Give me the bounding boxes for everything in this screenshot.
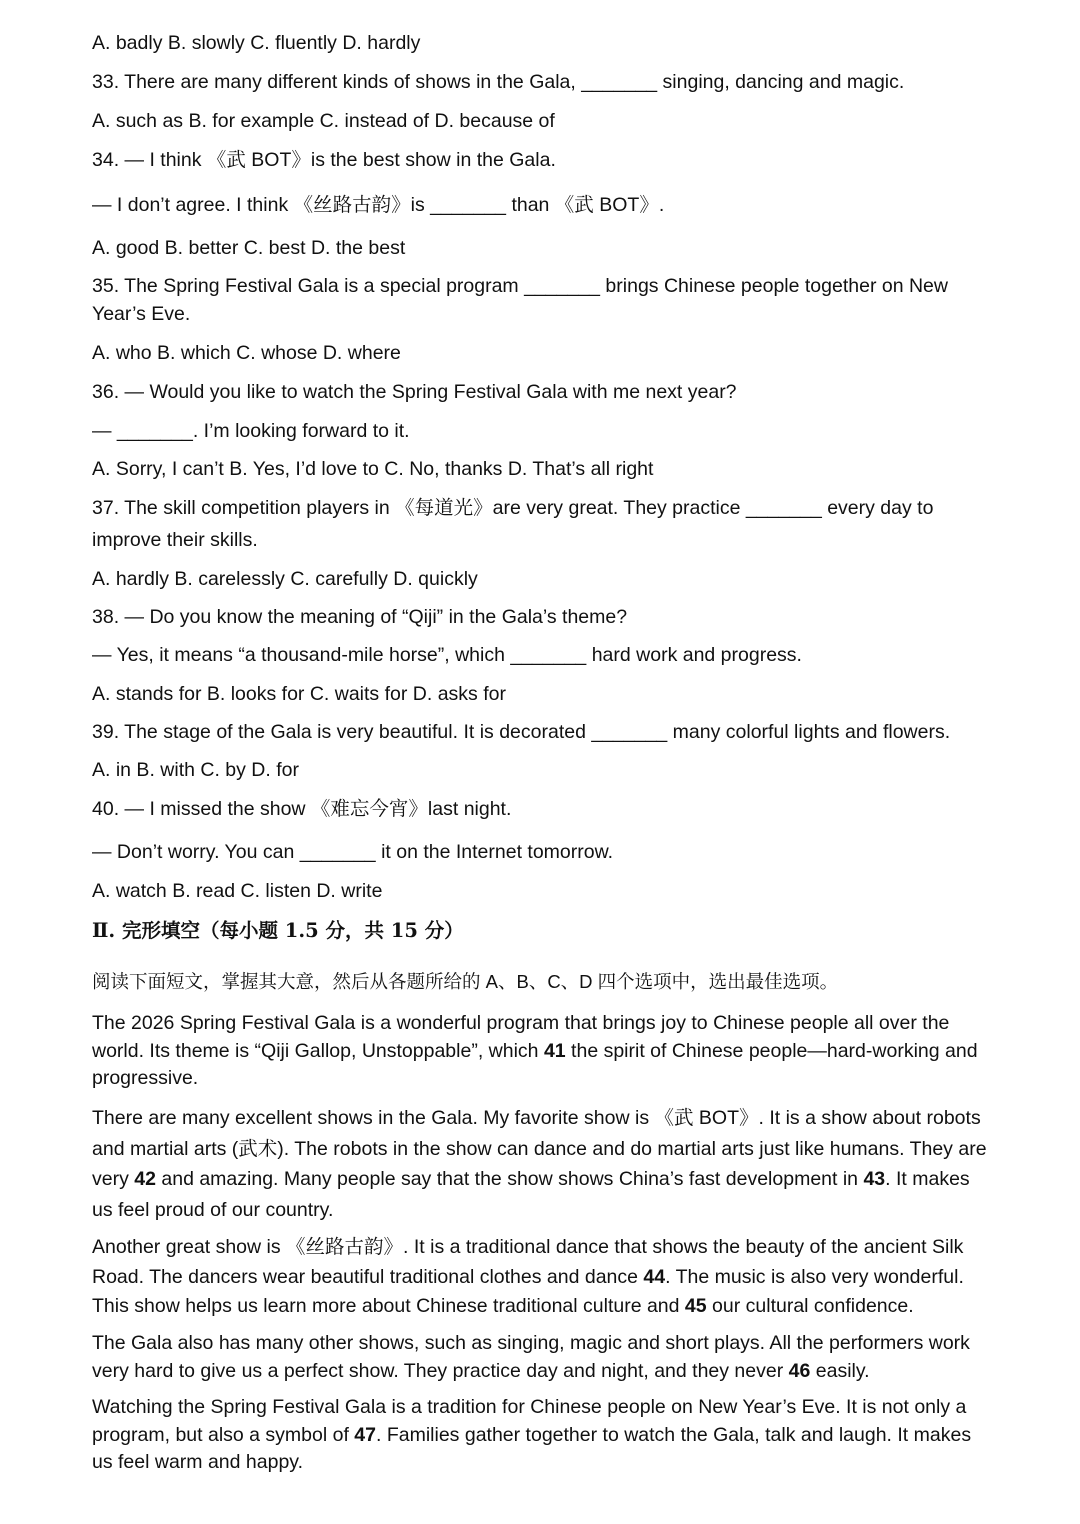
q37-question: 37. The skill competition players in 《每道光》are very great. They practice _______ every day to xyxy=(92,497,934,519)
p4-text-b: easily. xyxy=(810,1359,870,1382)
p2-text-a: There are many excellent shows in the Gala. My favorite show is 《武 BOT》. It is a show about robots and martial arts (武术). The robots in the show can dance and do martial arts just like humans. They are very xyxy=(92,1107,987,1190)
passage-paragraph-3 xyxy=(92,1233,992,1322)
p2-text-c: . It makes us feel proud of our country. xyxy=(92,1168,970,1221)
blank-43: 43 xyxy=(863,1168,886,1190)
section-instruction: 阅读下面短文，掌握其大意，然后从各题所给的 A、B、C、D 四个选项中，选出最佳选项。 xyxy=(92,971,839,992)
q37-question-cont: improve their skills. xyxy=(92,529,258,551)
p4-text-a: The Gala also has many other shows, such as singing, magic and short plays. All the performers work very hard to give us a perfect show. They practice day and night, and they never xyxy=(92,1332,970,1382)
q36-options: A. Sorry, I can’t B. Yes, I’d love to C. No, thanks D. That’s all right xyxy=(92,458,654,480)
blank-44: 44 xyxy=(643,1265,666,1288)
q39-question: 39. The stage of the Gala is very beautiful. It is decorated _______ many colorful lights and flowers. xyxy=(92,721,951,743)
q36-question: 36. — Would you like to watch the Spring Festival Gala with me next year? xyxy=(92,381,737,403)
q40-response: — Don’t worry. You can _______ it on the Internet tomorrow. xyxy=(92,841,614,863)
q32-options: A. badly B. slowly C. fluently D. hardly xyxy=(92,32,421,54)
p3-text-c: our cultural confidence. xyxy=(706,1295,914,1317)
p3-text-b: . The music is also very wonderful. This show helps us learn more about Chinese traditional culture and xyxy=(92,1265,964,1317)
q34-response: — I don’t agree. I think 《丝路古韵》is _______ than 《武 BOT》. xyxy=(92,194,665,216)
q34-options: A. good B. better C. best D. the best xyxy=(92,237,406,259)
q40-options: A. watch B. read C. listen D. write xyxy=(92,880,383,902)
p1-text-a: The 2026 Spring Festival Gala is a wonderful program that brings joy to Chinese people all over the world. Its theme is “Qiji Gallop, Unstoppable”, which xyxy=(92,1012,950,1062)
q35-question-cont: Year’s Eve. xyxy=(92,303,191,325)
p5-text-b: . Families gather together to watch the Gala, talk and laugh. It makes us feel warm and happy. xyxy=(92,1423,972,1473)
q40-question: 40. — I missed the show 《难忘今宵》last night. xyxy=(92,798,512,820)
q37-options: A. hardly B. carelessly C. carefully D. quickly xyxy=(92,568,478,590)
q38-options: A. stands for B. looks for C. waits for D. asks for xyxy=(92,683,506,705)
q33-options: A. such as B. for example C. instead of D. because of xyxy=(92,110,555,132)
q34-question: 34. — I think 《武 BOT》is the best show in the Gala. xyxy=(92,149,556,171)
q35-options: A. who B. which C. whose D. where xyxy=(92,342,401,364)
section-title: Ⅱ. 完形填空（每小题 1.5 分，共 15 分） xyxy=(92,919,464,942)
q35-question: 35. The Spring Festival Gala is a special program _______ brings Chinese people together on New xyxy=(92,275,948,297)
q33-question: 33. There are many different kinds of shows in the Gala, _______ singing, dancing and magic. xyxy=(92,71,905,93)
q39-options: A. in B. with C. by D. for xyxy=(92,759,299,781)
passage-paragraph-4 xyxy=(92,1330,992,1385)
p2-text-b: and amazing. Many people say that the show shows China’s fast development in xyxy=(155,1168,864,1190)
q38-response: — Yes, it means “a thousand-mile horse”, which _______ hard work and progress. xyxy=(92,644,802,666)
q36-response: — _______. I’m looking forward to it. xyxy=(92,420,410,442)
passage-paragraph-1 xyxy=(92,1010,992,1093)
blank-45: 45 xyxy=(684,1295,707,1317)
passage-paragraph-5 xyxy=(92,1394,992,1477)
blank-42: 42 xyxy=(134,1168,156,1190)
p1-text-b: the spirit of Chinese people—hard-working and progressive. xyxy=(92,1039,978,1089)
blank-41: 41 xyxy=(543,1039,566,1062)
passage-paragraph-2 xyxy=(92,1103,992,1225)
q38-question: 38. — Do you know the meaning of “Qiji” in the Gala’s theme? xyxy=(92,606,628,628)
p5-text-a: Watching the Spring Festival Gala is a tradition for Chinese people on New Year’s Eve. It is not only a program, but also a symbol of xyxy=(92,1396,967,1446)
blank-46: 46 xyxy=(788,1359,811,1382)
p3-text-a: Another great show is 《丝路古韵》. It is a traditional dance that shows the beauty of the ancient Silk Road. The dancers wear beautiful traditional clothes and dance xyxy=(92,1236,964,1288)
blank-47: 47 xyxy=(354,1423,376,1446)
